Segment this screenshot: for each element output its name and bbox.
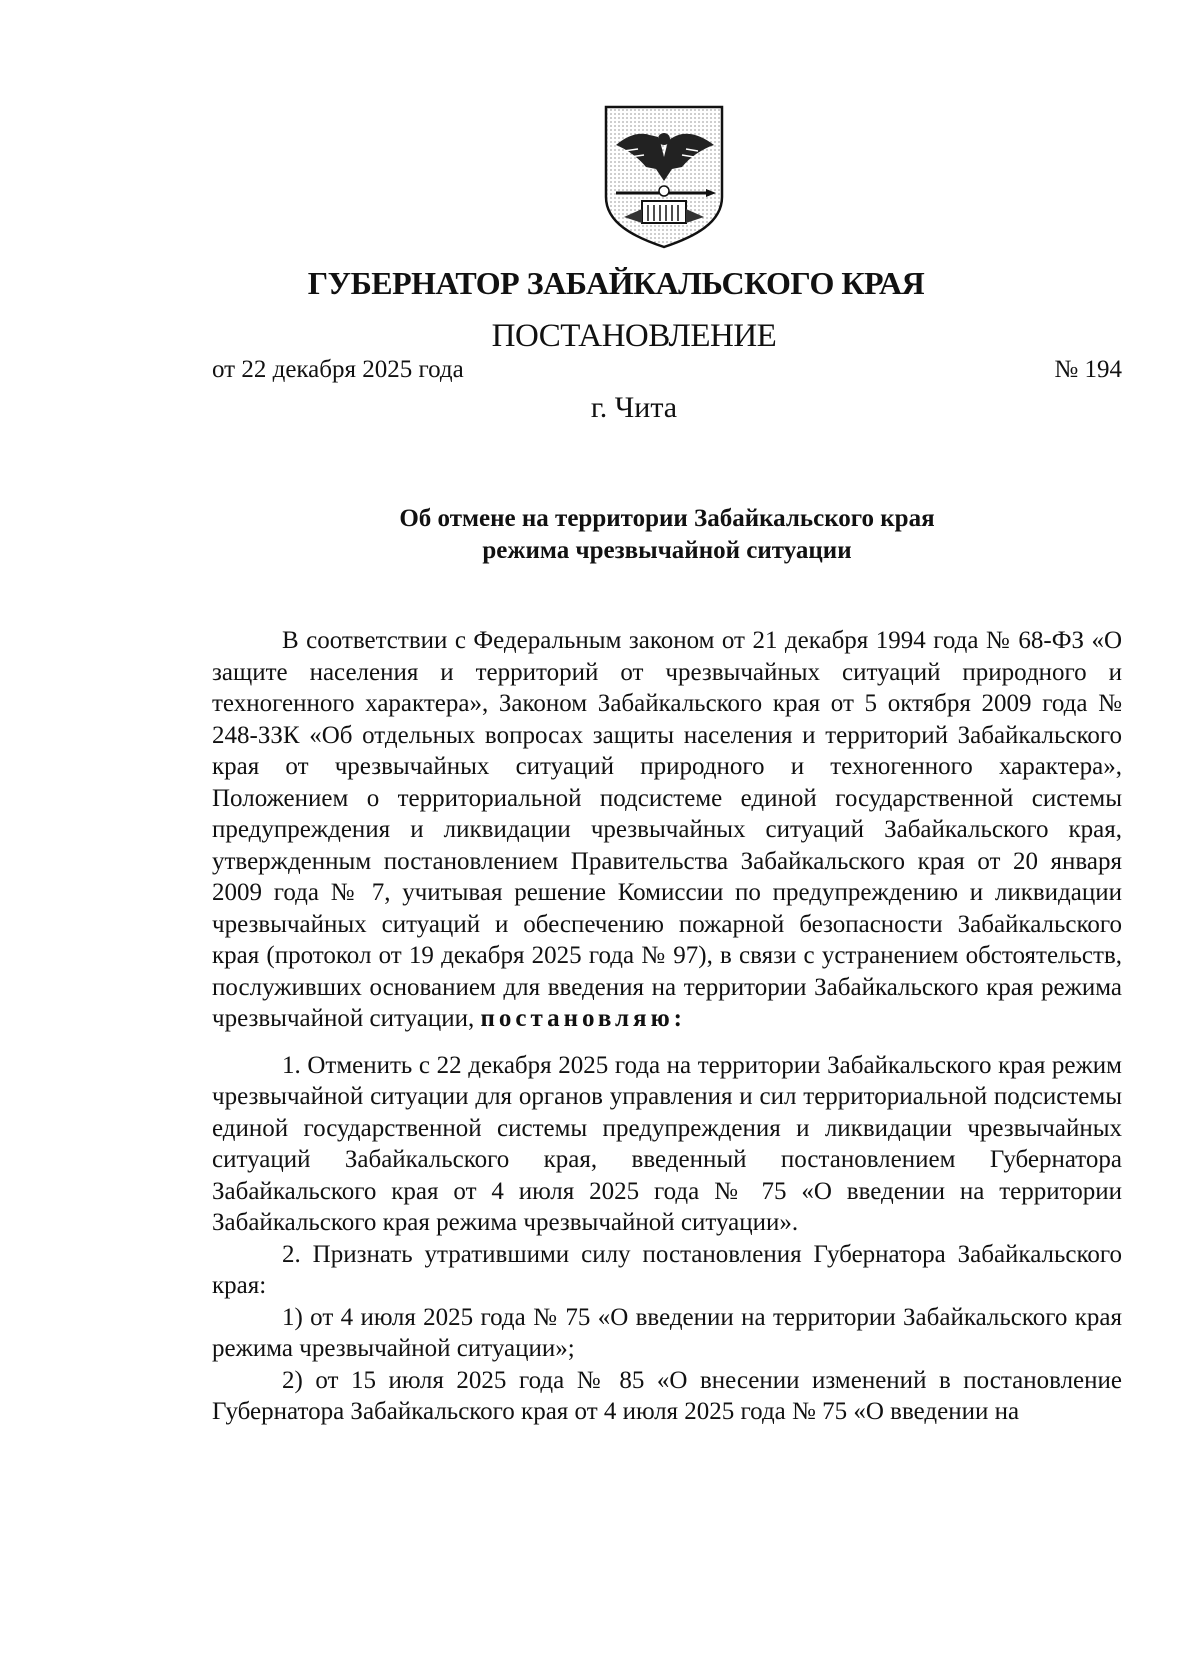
document-title	[212, 503, 1122, 567]
coat-of-arms-emblem	[602, 105, 726, 251]
document-date: от 22 декабря 2025 года	[212, 356, 464, 383]
document-type: ПОСТАНОВЛЕНИЕ	[491, 318, 777, 354]
list-item: 2) от 15 июля 2025 года № 85 «О внесении изменений в постановление Губернатора Забайкальского края от 4 июля 2025 года № 75 «О введении на	[212, 1366, 1122, 1425]
preamble-paragraph	[212, 625, 1122, 1035]
decree-word: постановляю:	[480, 1005, 687, 1032]
list-item: 2. Признать утратившими силу постановления Губернатора Забайкальского края:	[212, 1240, 1122, 1299]
list-item: 1. Отменить с 22 декабря 2025 года на территории Забайкальского края режим чрезвычайной ситуации для органов управления и сил территориальной подсистемы единой государственной системы предупреждения и ликвидации чрезвычайных ситуаций Забайкальского края, введенный постановлением Губернатора Забайкальского края от 4 июля 2025 года № 75 «О введении на территории Забайкальского края режима чрезвычайной ситуации».	[212, 1051, 1122, 1236]
list-item: 1) от 4 июля 2025 года № 75 «О введении на территории Забайкальского края режима чрезвычайной ситуации»;	[212, 1303, 1122, 1362]
preamble-text: В соответствии с Федеральным законом от 21 декабря 1994 года № 68-ФЗ «О защите населения и территорий от чрезвычайных ситуаций природного и техногенного характера», Законом Забайкальского края от 5 октября 2009 года № 248-ЗЗК «Об отдельных вопросах защиты населения и территорий Забайкальского края от чрезвычайных ситуаций природного и техногенного характера», Положением о территориальной подсистеме единой государственной системы предупреждения и ликвидации чрезвычайных ситуаций Забайкальского края, утвержденным постановлением Правительства Забайкальского края от 20 января 2009 года № 7, учитывая решение Комиссии по предупреждению и ликвидации чрезвычайных ситуаций и обеспечению пожарной безопасности Забайкальского края (протокол от 19 декабря 2025 года № 97), в связи с устранением обстоятельств, послуживших основанием для введения на территории Забайкальского края режима чрезвычайной ситуации,	[212, 627, 1122, 1032]
title-line: режима чрезвычайной ситуации	[482, 537, 852, 564]
title-line: Об отмене на территории Забайкальского края	[399, 505, 935, 532]
document-number: № 194	[1054, 356, 1122, 383]
document-body	[212, 625, 1122, 1428]
issuing-authority: ГУБЕРНАТОР ЗАБАЙКАЛЬСКОГО КРАЯ	[307, 265, 925, 301]
document-city: г. Чита	[590, 391, 678, 424]
